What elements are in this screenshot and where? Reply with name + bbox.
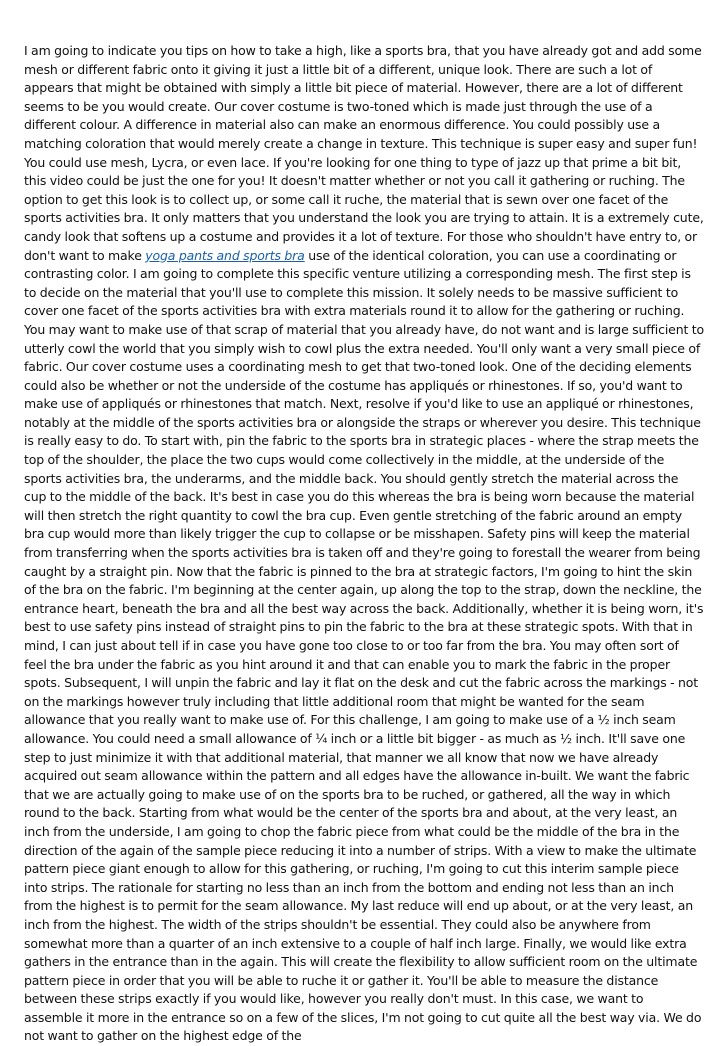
yoga-pants-sports-bra-link[interactable]: yoga pants and sports bra xyxy=(145,247,305,263)
article-text-before-link: I am going to indicate you tips on how to take a high, like a sports bra, that you have already got and add some mesh or different fabric onto it giving it just a little bit of a different, unique look. There are such a lot of appears that might be obtained with simply a little bit piece of material. However, there are a lot of different seems to be you would create. Our cover costume is two-toned which is made just through the use of a different colour. A difference in material also can make an enormous difference. You could possibly use a matching coloration that would merely create a change in texture. This technique is super easy and super fun! You could use mesh, Lycra, or even lace. If you're looking for one thing to type of jazz up that prime a bit bit, this video could be just the one for you! It doesn't matter whether or not you call it gathering or ruching. The option to get this look is to collect up, or some call it ruche, the material that is sewn over one facet of the sports activities bra. It only matters that you understand the look you are trying to attain. It is a extremely cute, candy look that softens up a costume and provides it a lot of texture. For those who shouldn't have entry to, or don't want to make xyxy=(24,43,704,263)
article-text-after-link: use of the identical coloration, you can use a coordinating or contrasting color. I am going to complete this specific venture utilizing a corresponding mesh. The first step is to decide on the material that you'll use to complete this mission. It solely needs to be massive sufficient to cover one facet of the sports activities bra with extra materials round it to allow for the gathering or ruching. You may want to make use of that scrap of material that you already have, do not want and is large sufficient to utterly cowl the world that you simply wish to cowl plus the extra needed. You'll only want a very small piece of fabric. Our cover costume uses a coordinating mesh to get that two-toned look. One of the deciding elements could also be whether or not the underside of the costume has appliqués or rhinestones. If so, you'd want to make use of appliqués or rhinestones that match. Next, resolve if you'd like to use an appliqué or rhinestones, notably at the middle of the sports activities bra or alongside the straps or wherever you desire. This technique is really easy to do. To start with, pin the fabric to the sports bra in strategic places - where the strap meets the top of the shoulder, the place the two cups would come collectively in the middle, at the underside of the sports activities bra, the underarms, and the middle back. You should gently stretch the material across the cup to the middle of the back. It's best in case you do this whereas the bra is being worn because the material will then stretch the right quantity to cowl the bra cup. Even gentle stretching of the fabric around an empty bra cup would more than likely trigger the cup to collapse or be misshapen. Safety pins will keep the material from transferring when the sports activities bra is taken off and they're going to forestall the wearer from being caught by a straight pin. Now that the fabric is pinned to the bra at strategic factors, I'm going to hint the skin of the bra on the fabric. I'm beginning at the center again, up along the top to the strap, down the neckline, the entrance heart, beneath the bra and all the best way across the back. Additionally, whether it is being worn, it's best to use safety pins instead of straight pins to pin the fabric to the bra at these strategic spots. With that in mind, I can just about tell if in case you have gone too close to or too far from the bra. You may often sort of feel the bra under the fabric as you hint around it and that can enable you to mark the fabric in the proper spots. Subsequent, I will unpin the fabric and lay it flat on the desk and cut the fabric across the markings - not on the markings however truly including that little additional room that might be wanted for the seam allowance that you really want to make use of. For this challenge, I am going to make use of a ½ inch seam allowance. You could need a small allowance of ¼ inch or a little bit bigger - as much as ½ inch. It'll save one step to just minimize it with that additional material, that manner we all know that now we have already acquired out seam allowance within the pattern and all edges have the allowance in-built. We want the fabric that we are actually going to make use of on the sports bra to be ruched, or gathered, all the way in which round to the back. Starting from what would be the center of the sports bra and about, at the very least, an inch from the underside, I am going to chop the fabric piece from what could be the middle of the bra in the direction of the again of the sample piece reducing it into a number of strips. With a view to make the ultimate pattern piece giant enough to allow for this gathering, or ruching, I'm going to cut this interim sample piece into strips. The rationale for starting no less than an inch from the bottom and ending not less than an inch from the highest is to permit for the seam allowance. My last reduce will end up about, or at the very least, an inch from the highest. The width of the strips shouldn't be essential. They could also be anywhere from somewhat more than a quarter of an inch extensive to a couple of half inch large. Finally, we would like extra gathers in the entrance than in the again. This will create the flexibility to allow sufficient room on the ultimate pattern piece in order that you will be able to ruche it or gather it. You'll be able to measure the distance between these strips exactly if you would like, however you really don't must. In this case, we want to assemble it more in the entrance so on a few of the slices, I'm not going to cut quite all the best way via. We do not want to gather on the highest edge of the xyxy=(24,247,705,1044)
article-body xyxy=(24,42,704,1046)
article-page xyxy=(24,42,704,1046)
